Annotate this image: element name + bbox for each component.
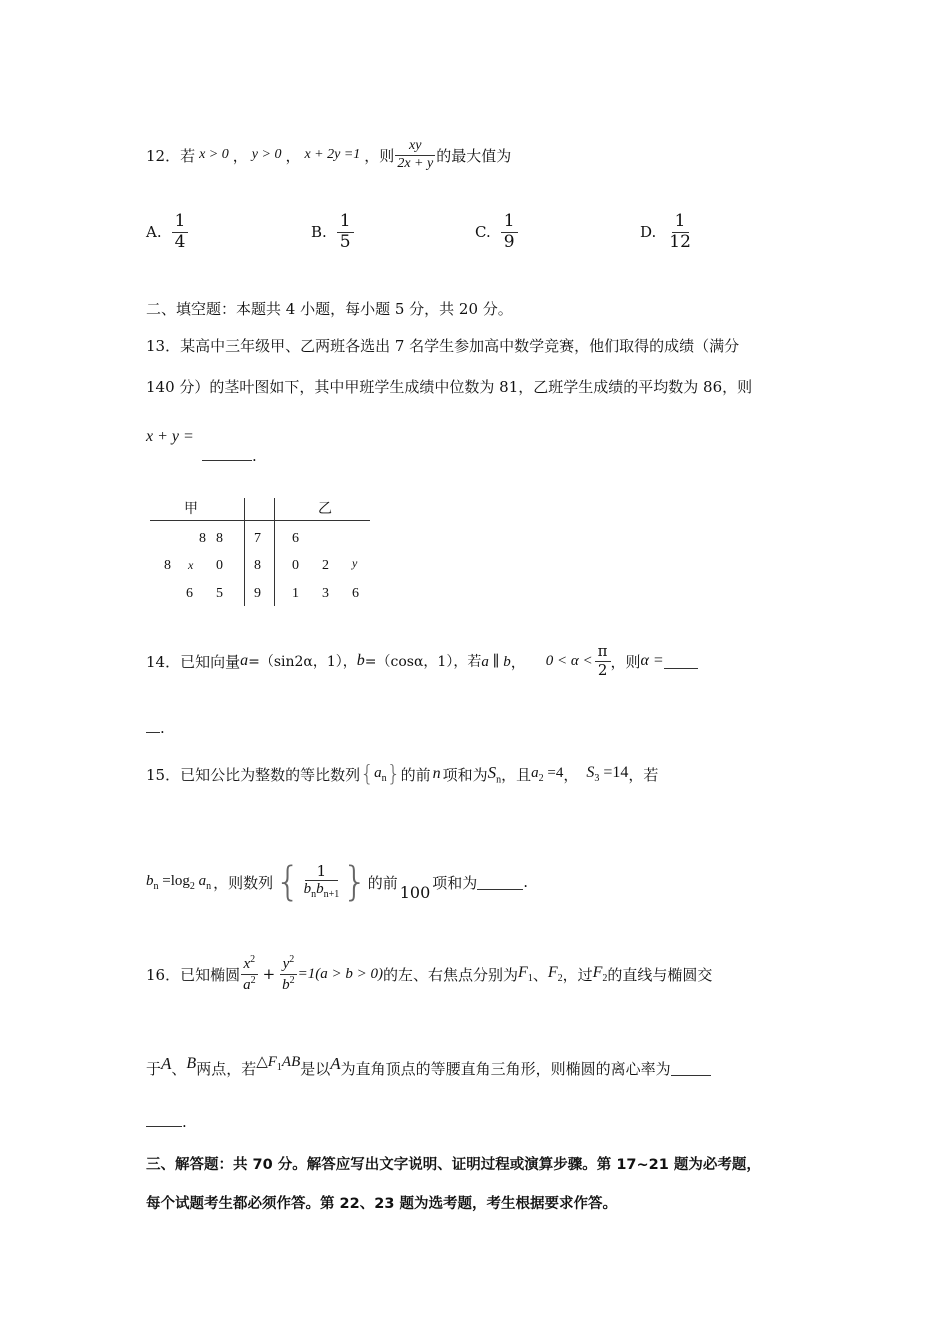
section3-line1: 三、解答题：共 70 分。解答应写出文字说明、证明过程或演算步骤。第 17~21 题为必考题， [146, 1157, 761, 1173]
leaf-right: 1 [292, 586, 299, 601]
leaf-right: 2 [322, 558, 329, 573]
option-fraction [172, 212, 189, 252]
q14-range: 0 < α < [545, 652, 593, 669]
q12-option-c [475, 212, 518, 252]
q15-hundred: 100 [399, 882, 431, 902]
q14-text1: 14．已知向量 [146, 652, 241, 671]
option-label: D. [640, 223, 657, 242]
q14-pi-fraction [595, 643, 611, 679]
q15-text4: ，且 [501, 765, 532, 784]
right-brace: } [342, 859, 368, 905]
right-brace: } [386, 761, 401, 787]
option-label: B. [311, 223, 327, 242]
q15-text6: ，则数列 [213, 873, 274, 892]
S-sub: n [496, 774, 502, 786]
option-fraction [666, 212, 694, 252]
frac-den [279, 975, 298, 994]
leaf-right: 6 [292, 531, 299, 546]
a-symbol: a [194, 872, 207, 889]
q16-B: B [186, 1055, 197, 1072]
blank-period: . [160, 719, 165, 737]
option-den: 9 [503, 231, 515, 252]
q16-l2-1: 于 [146, 1059, 162, 1078]
q15-text7: 的前 [367, 873, 398, 892]
b-symbol: b [303, 881, 312, 898]
seq-sub: n [381, 772, 387, 784]
q12-fraction [394, 138, 436, 171]
stem-value: 9 [254, 586, 261, 601]
q15-text8: 项和为 [432, 873, 478, 892]
q14-parallel: a ∥ b [481, 653, 511, 670]
q14-pi-den: 2 [597, 660, 608, 679]
leaf-right: 0 [292, 558, 299, 573]
q16-triangle [256, 1052, 300, 1073]
q14-blank-cont [146, 718, 165, 737]
leaf-left: 0 [216, 558, 223, 573]
q12-cond1: x > 0 [199, 147, 229, 162]
q16-l2-3: 两点，若 [196, 1059, 257, 1078]
a-symbol: a [243, 976, 251, 993]
q16-F2b [593, 964, 608, 984]
q16-frac-y [279, 954, 298, 994]
leaf-left: 8 [216, 531, 223, 546]
S-symbol: S [586, 763, 595, 781]
square: 2 [250, 974, 256, 986]
left-brace: { [360, 761, 375, 787]
q16-F1 [518, 964, 533, 984]
option-num: 1 [172, 212, 189, 233]
q16-F2 [548, 964, 563, 984]
q12-cond3: x + 2y =1 [304, 147, 361, 162]
S3-value: =14 [599, 763, 629, 781]
x-symbol: x [243, 956, 251, 973]
q15-frac-num: 1 [305, 863, 339, 881]
option-den: 12 [669, 231, 691, 252]
square: 2 [289, 954, 295, 966]
q15-comma: ， [563, 765, 579, 784]
table-vline-right [274, 498, 275, 606]
frac-num [241, 954, 259, 974]
leaf-right: 6 [352, 586, 359, 601]
q14-eq2: =（cosα，1），若 [364, 654, 482, 670]
b-symbol: b [146, 872, 154, 889]
b-symbol: b [282, 976, 290, 993]
b-sub: n+1 [323, 889, 340, 901]
q14-eq1: =（sin2α，1）， [248, 654, 357, 670]
q16-l2-4: 是以 [300, 1059, 331, 1078]
q12-number: 12．若 [146, 146, 196, 165]
q15-Sn [488, 763, 502, 785]
q16-dun: 、 [532, 965, 548, 984]
q16-eq: =1(a > b > 0) [297, 965, 384, 982]
q16-text4: 的直线与椭圆交 [607, 965, 713, 984]
F-symbol: F [518, 963, 528, 981]
S-symbol: S [487, 762, 497, 782]
leaf-left: 5 [216, 586, 223, 601]
q15-a2 [531, 765, 563, 784]
q12-option-d [640, 212, 694, 252]
left-brace: { [275, 859, 301, 905]
answer-blank [146, 1112, 182, 1127]
option-label: C. [475, 223, 491, 242]
leaf-left: 8 [164, 558, 171, 573]
q16-blank-cont [146, 1112, 187, 1131]
option-den: 5 [339, 231, 351, 252]
leaf-right: y [352, 556, 358, 570]
b-sub: n [153, 880, 159, 892]
q15-frac-den [301, 881, 343, 901]
blank-period: . [252, 447, 257, 465]
q16-l2-2: 、 [171, 1059, 187, 1078]
a-symbol: a [531, 764, 539, 781]
q15-text5: ，若 [628, 765, 659, 784]
q15-text2: 的前 [400, 765, 431, 784]
q16-text1: 16．已知椭圆 [146, 965, 241, 984]
square: 2 [250, 954, 256, 966]
option-num: 1 [672, 212, 689, 233]
q15-text1: 15．已知公比为整数的等比数列 [146, 765, 361, 784]
log-base: 2 [189, 880, 195, 892]
q12-cond2: y > 0 [251, 147, 282, 162]
header-jia: 甲 [184, 501, 198, 517]
q16-plus: + [262, 965, 276, 983]
leaf-left: x [188, 558, 194, 572]
q16-A: A [161, 1054, 172, 1073]
option-fraction [337, 212, 354, 252]
leaf-right: 3 [322, 586, 329, 601]
q13-answer-blank [202, 446, 257, 465]
q15-line1 [146, 754, 658, 794]
a-sub: n [206, 880, 212, 892]
q16-frac-x [240, 954, 259, 994]
option-num: 1 [501, 212, 518, 233]
frac-num [280, 954, 298, 974]
leaf-left: 6 [186, 586, 193, 601]
answer-blank [477, 875, 523, 890]
q12-comma1: ， [232, 146, 248, 165]
q15-fraction [301, 863, 343, 901]
q12-frac-num: xy [395, 138, 435, 155]
table-hline [150, 520, 370, 521]
b-sub: n [311, 889, 317, 901]
q16-line2 [146, 1050, 711, 1086]
section2-title: 二、填空题：本题共 4 小题，每小题 5 分，共 20 分。 [146, 300, 513, 318]
q14-comma: ， [510, 652, 526, 671]
stem-value: 7 [254, 531, 261, 546]
y-symbol: y [282, 956, 290, 973]
F-sub: 2 [557, 973, 563, 985]
S-sub: 3 [594, 773, 600, 785]
leaf-left: 8 [199, 531, 206, 546]
q12-frac-den: 2x + y [397, 155, 434, 171]
q16-line1 [146, 946, 712, 1002]
answer-blank [202, 446, 252, 461]
q15-bn [146, 873, 211, 892]
table-vline-left [244, 498, 245, 606]
seq-symbol: a [374, 764, 382, 781]
option-num: 1 [337, 212, 354, 233]
q12-option-a [146, 212, 188, 252]
a2-value: =4 [543, 764, 564, 781]
q14-line [146, 636, 698, 686]
frac-den [240, 975, 259, 994]
option-den: 4 [174, 231, 186, 252]
q14-vec-b: b [356, 652, 365, 669]
stem-leaf-table [150, 498, 372, 608]
F-sub: 1 [527, 973, 533, 985]
q12-line [146, 130, 511, 180]
stem-value: 8 [254, 558, 261, 573]
tri-symbol: △F [256, 1053, 277, 1070]
b-symbol: b [316, 881, 324, 898]
answer-blank [146, 718, 160, 733]
q16-A2: A [330, 1054, 341, 1073]
square: 2 [289, 974, 295, 986]
q15-n: n [432, 765, 441, 782]
q15-line2 [146, 852, 528, 912]
q12-tail: 的最大值为 [436, 146, 512, 165]
q15-seq [374, 765, 387, 784]
blank-period: . [182, 1113, 187, 1131]
q14-vec-a: a [240, 652, 249, 669]
q16-text2: 的左、右焦点分别为 [383, 965, 519, 984]
option-label: A. [146, 223, 162, 242]
a-sub: 2 [538, 772, 544, 784]
tri-AB: AB [281, 1053, 301, 1070]
F-symbol: F [592, 963, 603, 981]
q14-alpha: α = [640, 652, 664, 669]
blank-period: . [523, 873, 529, 891]
answer-blank [671, 1061, 711, 1076]
q16-text3: ，过 [562, 965, 593, 984]
F-sub: 2 [602, 973, 608, 985]
F-symbol: F [547, 963, 558, 981]
tri-sub: 1 [276, 1061, 282, 1073]
q16-l2-5: 为直角顶点的等腰直角三角形，则椭圆的离心率为 [340, 1059, 671, 1078]
header-yi: 乙 [318, 501, 332, 517]
log-text: =log [158, 872, 190, 889]
q13-line2: 140 分）的茎叶图如下，其中甲班学生成绩中位数为 81，乙班学生成绩的平均数为 86，则 [146, 378, 753, 396]
q15-S3 [586, 764, 628, 784]
q12-option-b [311, 212, 354, 252]
q12-then: ，则 [364, 146, 395, 165]
q13-expr: x + y = [146, 428, 194, 445]
q12-comma2: ， [285, 146, 301, 165]
option-fraction [501, 212, 518, 252]
q15-text3: 项和为 [442, 765, 488, 784]
answer-blank [664, 654, 698, 669]
section3-line2: 每个试题考生都必须作答。第 22、23 题为选考题，考生根据要求作答。 [146, 1196, 617, 1212]
q13-line1: 13．某高中三年级甲、乙两班各选出 7 名学生参加高中数学竞赛，他们取得的成绩（满分 [146, 337, 740, 355]
q14-then: ，则 [610, 652, 641, 671]
q14-pi-num: π [595, 643, 611, 661]
